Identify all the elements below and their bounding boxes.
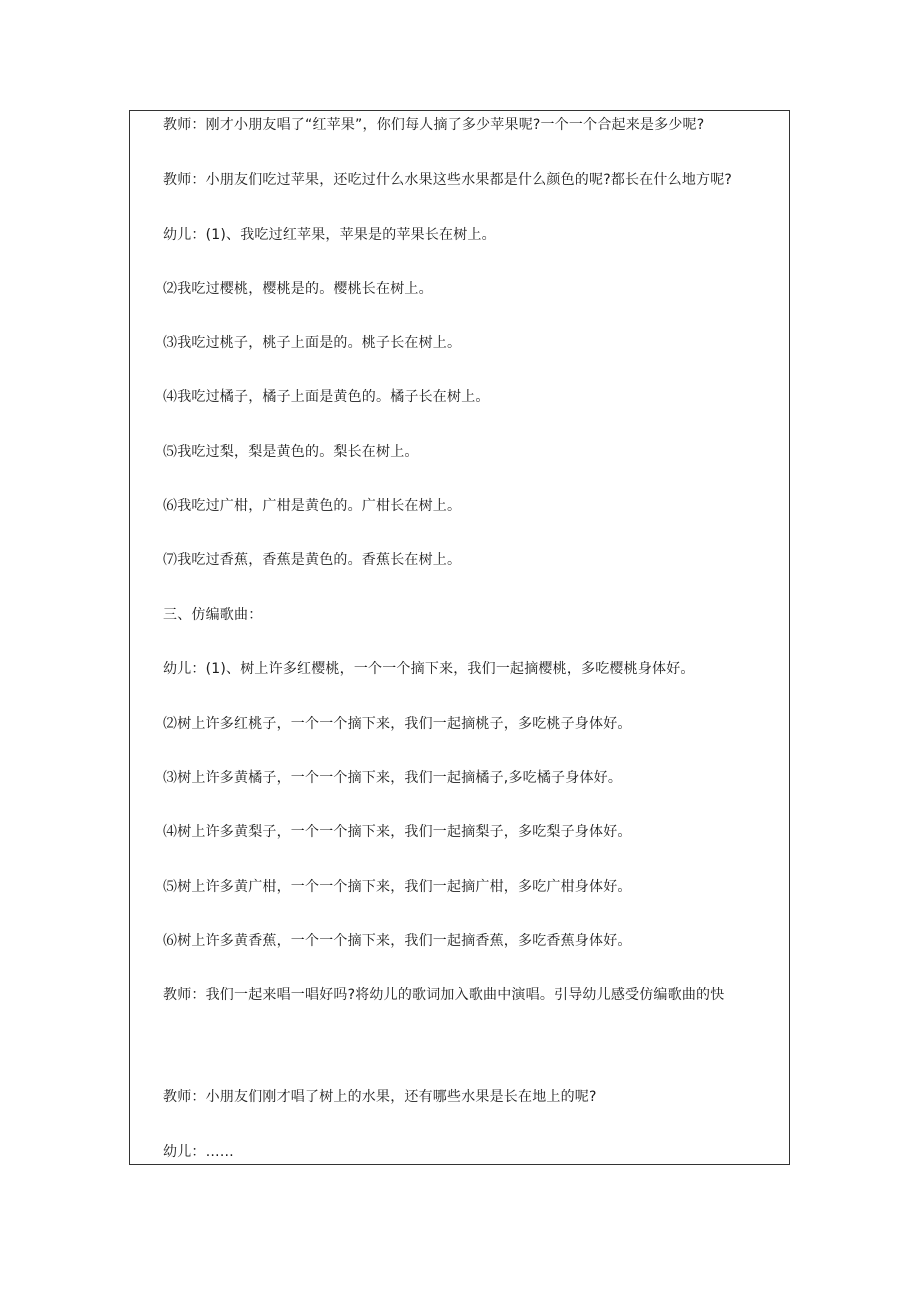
paragraph-teacher-question-2: 教师：小朋友们吃过苹果，还吃过什么水果这些水果都是什么颜色的呢?都长在什么地方呢? xyxy=(163,172,733,188)
paragraph-teacher-instruction: 教师：我们一起来唱一唱好吗?将幼儿的歌词加入歌曲中演唱。引导幼儿感受仿编歌曲的快 xyxy=(163,987,725,1003)
paragraph-song-verse-5: ⑸树上许多黄广柑，一个一个摘下来，我们一起摘广柑，多吃广柑身体好。 xyxy=(163,879,632,895)
paragraph-song-verse-1: 幼儿：(1)、树上许多红樱桃，一个一个摘下来，我们一起摘樱桃，多吃樱桃身体好。 xyxy=(163,661,695,677)
paragraph-child-answer-2: ⑵我吃过樱桃，樱桃是的。樱桃长在树上。 xyxy=(163,281,433,297)
paragraph-child-ellipsis: 幼儿：…… xyxy=(163,1144,234,1160)
paragraph-child-answer-3: ⑶我吃过桃子，桃子上面是的。桃子长在树上。 xyxy=(163,335,462,351)
lesson-table-cell xyxy=(129,110,790,1165)
paragraph-child-answer-7: ⑺我吃过香蕉，香蕉是黄色的。香蕉长在树上。 xyxy=(163,552,462,568)
paragraph-teacher-question-3: 教师：小朋友们刚才唱了树上的水果，还有哪些水果是长在地上的呢? xyxy=(163,1089,597,1105)
paragraph-child-answer-4: ⑷我吃过橘子，橘子上面是黄色的。橘子长在树上。 xyxy=(163,389,490,405)
paragraph-song-verse-3: ⑶树上许多黄橘子，一个一个摘下来，我们一起摘橘子,多吃橘子身体好。 xyxy=(163,770,623,786)
paragraph-song-verse-2: ⑵树上许多红桃子，一个一个摘下来，我们一起摘桃子，多吃桃子身体好。 xyxy=(163,716,632,732)
paragraph-song-verse-6: ⑹树上许多黄香蕉，一个一个摘下来，我们一起摘香蕉，多吃香蕉身体好。 xyxy=(163,933,632,949)
section-heading-song-adaptation: 三、仿编歌曲： xyxy=(163,607,263,623)
paragraph-teacher-question-1: 教师：刚才小朋友唱了“红苹果”，你们每人摘了多少苹果呢?一个一个合起来是多少呢? xyxy=(163,117,705,133)
paragraph-song-verse-4: ⑷树上许多黄梨子，一个一个摘下来，我们一起摘梨子，多吃梨子身体好。 xyxy=(163,824,632,840)
paragraph-child-answer-6: ⑹我吃过广柑，广柑是黄色的。广柑长在树上。 xyxy=(163,498,462,514)
paragraph-child-answer-1: 幼儿：(1)、我吃过红苹果，苹果是的苹果长在树上。 xyxy=(163,227,496,243)
paragraph-child-answer-5: ⑸我吃过梨，梨是黄色的。梨长在树上。 xyxy=(163,444,419,460)
